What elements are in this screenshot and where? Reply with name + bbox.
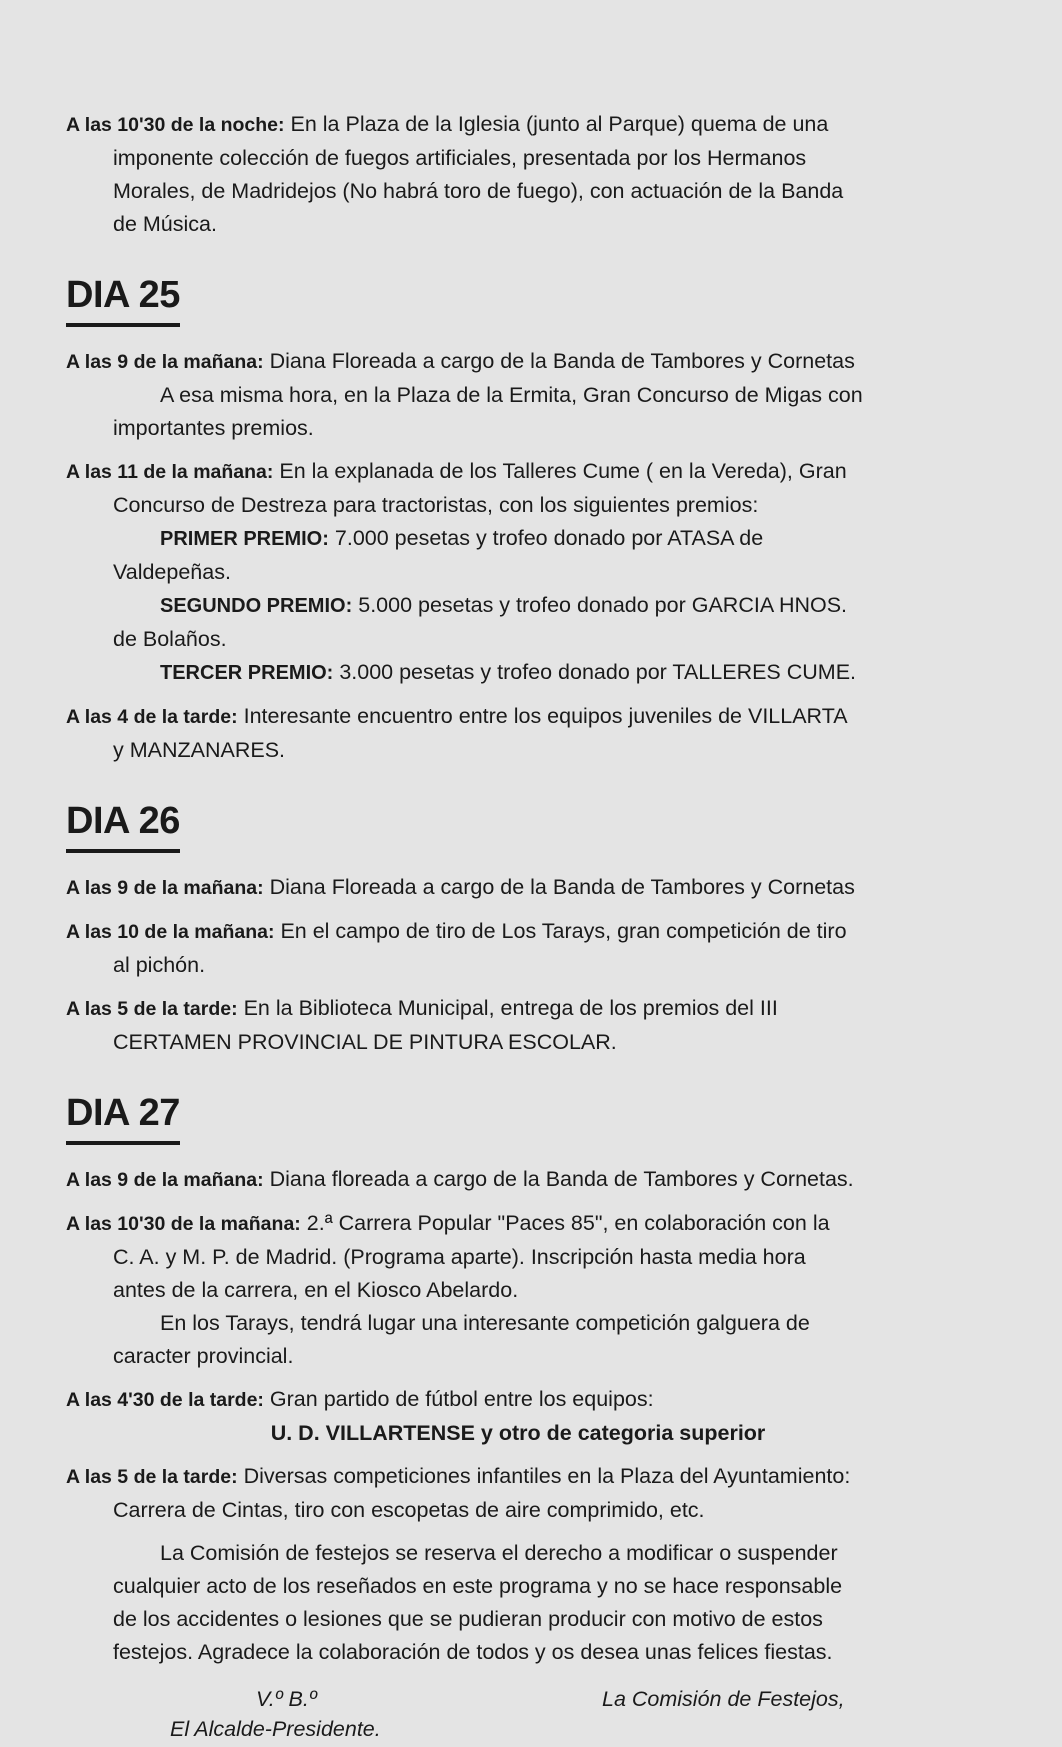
first-prize xyxy=(66,522,970,556)
entry-time: A las 4'30 de la tarde: xyxy=(66,1389,264,1411)
entry-line: de Música. xyxy=(113,212,217,236)
entry-time: A las 9 de la mañana: xyxy=(66,877,264,899)
day27-entry-3 xyxy=(66,1383,970,1450)
entry-text: En el campo de tiro de Los Tarays, gran competición de tiro xyxy=(280,919,847,943)
entry-line: importantes premios. xyxy=(113,416,314,440)
entry-line: y MANZANARES. xyxy=(113,738,286,762)
closing-line: de los accidentes o lesiones que se pudieran producir con motivo de estos xyxy=(113,1607,823,1631)
intro-first-line xyxy=(66,108,970,142)
day26-entry-1 xyxy=(66,871,970,905)
entry-text: En la Biblioteca Municipal, entrega de los premios del III xyxy=(243,996,778,1020)
entry-time: A las 4 de la tarde: xyxy=(66,706,238,728)
entry-line: de Bolaños. xyxy=(113,627,227,651)
entry-line: A esa misma hora, en la Plaza de la Ermita, Gran Concurso de Migas con xyxy=(160,383,863,407)
festival-program xyxy=(66,108,970,1747)
entry-time: A las 9 de la mañana: xyxy=(66,351,264,373)
day-27-heading: DIA 27 xyxy=(66,1091,180,1145)
entry-time: A las 11 de la mañana: xyxy=(66,461,274,483)
entry-time: A las 10 de la mañana: xyxy=(66,921,275,943)
entry-text: Diana floreada a cargo de la Banda de Tambores y Cornetas. xyxy=(269,1167,854,1191)
day-25-heading: DIA 25 xyxy=(66,273,180,327)
prize-label: SEGUNDO PREMIO: xyxy=(160,595,353,617)
day26-entry-2 xyxy=(66,915,970,982)
intro-entry xyxy=(66,108,970,241)
entry-line: imponente colección de fuegos artificiales, presentada por los Hermanos xyxy=(113,146,807,170)
day26-entry-3 xyxy=(66,992,970,1059)
day-26-heading: DIA 26 xyxy=(66,799,180,853)
entry-line: al pichón. xyxy=(113,953,206,977)
entry-line: Concurso de Destreza para tractoristas, con los siguientes premios: xyxy=(113,493,759,517)
commission-signature: La Comisión de Festejos, xyxy=(602,1687,845,1711)
entry-time: A las 5 de la tarde: xyxy=(66,998,238,1020)
entry-line: Valdepeñas. xyxy=(113,560,231,584)
entry-text: En la explanada de los Talleres Cume ( en la Vereda), Gran xyxy=(279,459,847,483)
entry-time: A las 10'30 de la mañana: xyxy=(66,1213,301,1235)
entry-text: En la Plaza de la Iglesia (junto al Parque) quema de una xyxy=(290,112,829,136)
day27-entry-1 xyxy=(66,1163,970,1197)
second-prize xyxy=(66,589,970,623)
entry-text: 2.ª Carrera Popular "Paces 85", en colaboración con la xyxy=(306,1211,830,1235)
entry-line: Morales, de Madridejos (No habrá toro de fuego), con actuación de la Banda xyxy=(113,179,844,203)
vb-signature: V.º B.º xyxy=(256,1687,317,1711)
mayor-signature: El Alcalde-Presidente. xyxy=(170,1717,381,1741)
signature-block xyxy=(66,1683,970,1747)
closing-paragraph xyxy=(66,1537,970,1669)
entry-text: Gran partido de fútbol entre los equipos: xyxy=(269,1387,654,1411)
entry-line: En los Tarays, tendrá lugar una interesante competición galguera de xyxy=(160,1311,810,1335)
prize-label: TERCER PREMIO: xyxy=(160,662,334,684)
entry-time: A las 9 de la mañana: xyxy=(66,1169,264,1191)
entry-text: Diversas competiciones infantiles en la Plaza del Ayuntamiento: xyxy=(243,1464,851,1488)
entry-text: Diana Floreada a cargo de la Banda de Tambores y Cornetas xyxy=(269,349,855,373)
day25-entry-3 xyxy=(66,700,970,767)
closing-line: La Comisión de festejos se reserva el derecho a modificar o suspender xyxy=(160,1541,838,1565)
entry-time: A las 10'30 de la noche: xyxy=(66,114,285,136)
prize-text: 7.000 pesetas y trofeo donado por ATASA de xyxy=(334,526,764,550)
closing-line: cualquier acto de los reseñados en este programa y no se hace responsable xyxy=(113,1574,843,1598)
entry-text: Diana Floreada a cargo de la Banda de Tambores y Cornetas xyxy=(269,875,855,899)
teams-line: U. D. VILLARTENSE y otro de categoria superior xyxy=(270,1421,766,1445)
day25-entry-2 xyxy=(66,455,970,690)
entry-time: A las 5 de la tarde: xyxy=(66,1466,238,1488)
closing-line: festejos. Agradece la colaboración de todos y os desea unas felices fiestas. xyxy=(113,1640,833,1664)
prize-text: 3.000 pesetas y trofeo donado por TALLERES CUME. xyxy=(339,660,857,684)
prize-text: 5.000 pesetas y trofeo donado por GARCIA HNOS. xyxy=(358,593,848,617)
prize-label: PRIMER PREMIO: xyxy=(160,528,329,550)
entry-line: Carrera de Cintas, tiro con escopetas de aire comprimido, etc. xyxy=(113,1498,705,1522)
entry-line: antes de la carrera, en el Kiosco Abelardo. xyxy=(113,1278,519,1302)
entry-line: CERTAMEN PROVINCIAL DE PINTURA ESCOLAR. xyxy=(113,1030,617,1054)
third-prize xyxy=(66,656,970,690)
day27-entry-2 xyxy=(66,1207,970,1373)
day27-entry-4 xyxy=(66,1460,970,1527)
entry-line: caracter provincial. xyxy=(113,1344,294,1368)
entry-line: C. A. y M. P. de Madrid. (Programa aparte). Inscripción hasta media hora xyxy=(113,1245,806,1269)
day25-entry-1 xyxy=(66,345,970,445)
entry-text: Interesante encuentro entre los equipos juveniles de VILLARTA xyxy=(243,704,848,728)
